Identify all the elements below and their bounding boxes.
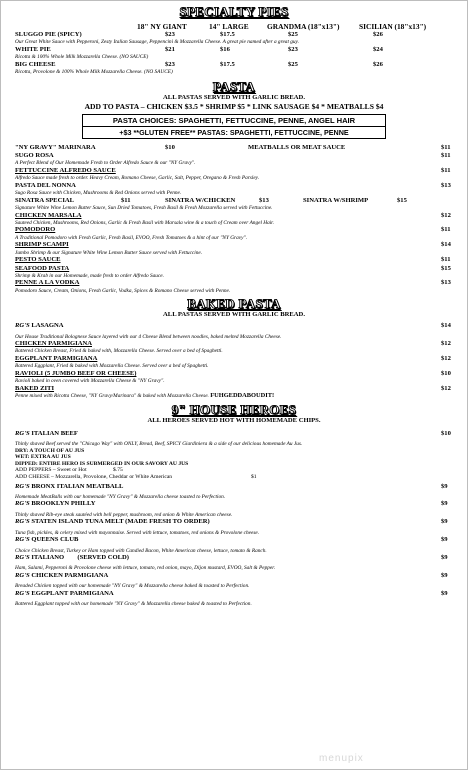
item-price: $11 <box>441 226 451 234</box>
rg-brand: RG'S <box>15 322 30 330</box>
item-name <box>15 536 78 544</box>
item-desc: Sauteed Chicken, Mushrooms, Red Onions, Garlic & Fresh Basil with Marsala wine & a touch of Cream over Angel Hair. <box>15 219 274 226</box>
pasta-pesto <box>1 256 467 264</box>
price-grandma: $25 <box>288 31 298 38</box>
price-sicilian: $26 <box>373 60 383 68</box>
item-name-text: STATEN ISLAND TUNA MELT (MADE FRESH TO ORDER) <box>31 518 210 526</box>
item-desc: Our House Traditional Bolognese Sauce layered with our 4 Cheese Blend between noodles, baked melted Mozzarella Cheese. <box>15 333 282 340</box>
pasta-fettuccine-alfredo <box>1 167 467 182</box>
item-name <box>15 554 129 562</box>
item-price: $12 <box>441 340 451 348</box>
baked-ravioli <box>1 370 467 385</box>
item-desc <box>1 393 467 400</box>
price-large: $17.5 <box>220 60 235 68</box>
item-name: CHICKEN MARSALA <box>15 211 82 219</box>
price-sicilian: $26 <box>373 31 383 38</box>
item-price: $12 <box>441 384 451 392</box>
item-price: $15 <box>441 264 451 272</box>
item-desc: Battered Eggplant, Fried & baked with Mozzarella Cheese. Served over a bed of Spaghetti. <box>15 363 209 370</box>
add-price: $1 <box>251 474 257 480</box>
pie-white <box>1 46 467 61</box>
sinatra-shrimp: SINATRA W/SHRIMP <box>303 196 369 204</box>
item-price: $9 <box>441 500 448 508</box>
meatballs-option: MEATBALLS OR MEAT SAUCE <box>248 143 346 151</box>
gluten-free-choices: +$3 **GLUTEN FREE** PASTAS: SPAGHETTI, FETTUCCINE, PENNE <box>83 126 385 138</box>
col-sicilian: SICILIAN (18"x13") <box>359 22 427 31</box>
pasta-choices: PASTA CHOICES: SPAGHETTI, FETTUCCINE, PENNE, ANGEL HAIR <box>112 115 356 125</box>
add-label: ADD PEPPERS – Sweet or Hot <box>15 467 87 474</box>
pasta-sugo-rosa <box>1 152 467 167</box>
item-price: $13 <box>441 181 451 189</box>
rg-brand: RG'S <box>15 500 30 508</box>
item-desc: Sugo Rosa Sauce with Chicken, Mushrooms & Red Onions served with Penne. <box>15 190 182 197</box>
item-desc: Battered Eggplant topped with our homemade "NY Gravy" & Mozzarella cheese baked & toasted to Perfection. <box>15 601 252 608</box>
pasta-add-ons: ADD TO PASTA – CHICKEN $3.5 * SHRIMP $5 * LINK SAUSAGE $4 * MEATBALLS $4 <box>84 101 384 111</box>
price-giant: $21 <box>165 45 175 53</box>
beef-add-cheese <box>1 474 467 481</box>
baked-eggplant-parm <box>1 355 467 370</box>
rg-brand: RG'S <box>15 482 30 490</box>
pasta-pomodoro <box>1 226 467 241</box>
item-name-text: LASAGNA <box>31 322 64 330</box>
pie-sluggo <box>1 31 467 46</box>
item-name: WHITE PIE <box>15 45 51 53</box>
price-grandma: $25 <box>288 60 298 68</box>
pasta-seafood <box>1 265 467 280</box>
item-desc: Shrimp & Krab in our Homemade, made fresh to order Alfredo Sauce. <box>15 272 164 279</box>
item-desc-emphasis: FUHGEDDABOUDIT! <box>210 392 275 400</box>
item-name <box>15 430 78 438</box>
item-desc: Thinly shaved Beef served the "Chicago Way" with ONLY, Bread, Beef, SPICY Giardiniera & a side of our delicious homemade Au Jus. <box>15 441 303 448</box>
pie-big-cheese <box>1 61 467 76</box>
item-name-text: QUEENS CLUB <box>31 536 79 544</box>
baked-ziti <box>1 385 467 400</box>
col-large: 14" LARGE <box>209 22 249 31</box>
item-desc: Breaded Chicken topped with our homemade "NY Gravy" & Mozzarella cheese baked & toasted to Perfection. <box>15 583 250 590</box>
item-desc: Homemade MeatBalls with our homemade "NY Gravy" & Mozzarella cheese toasted to Perfection. <box>15 493 226 500</box>
item-name: CHICKEN PARMIGIANA <box>15 340 92 348</box>
meatballs-price: $11 <box>441 143 451 151</box>
pasta-choices-box <box>82 114 386 139</box>
hero-bronx-meatball <box>1 483 467 501</box>
beef-note-dry: DRY: A TOUCH OF AU JUS <box>15 447 85 454</box>
item-price: $9 <box>441 554 448 562</box>
sinatra-special-price: $11 <box>121 196 131 204</box>
item-name: EGGPLANT PARMIGIANA <box>15 355 98 363</box>
item-name <box>15 500 96 508</box>
item-name-text: BROOKLYN PHILLY <box>31 500 96 508</box>
add-label: ADD CHEESE – Mozzarella, Provolone, Cheddar or White American <box>15 474 173 480</box>
item-price: $14 <box>441 322 451 330</box>
item-desc: Ricotta & 100% Whole Milk Mozzarella Cheese. (NO SAUCE) <box>15 54 149 61</box>
pasta-chicken-marsala <box>1 212 467 227</box>
item-name <box>15 322 64 330</box>
item-name: SLUGGO PIE (SPICY) <box>15 31 82 38</box>
item-price: $9 <box>441 518 448 526</box>
pasta-del-nonna <box>1 182 467 197</box>
item-name <box>15 518 210 526</box>
item-name: SUGO ROSA <box>15 151 54 159</box>
item-name: SHRIMP SCAMPI <box>15 241 69 249</box>
item-name: RAVIOLI (5 JUMBO BEEF OR CHEESE) <box>15 369 137 377</box>
pasta-sinatra <box>1 197 467 212</box>
hero-brooklyn-philly <box>1 500 467 518</box>
hero-queens-club <box>1 536 467 554</box>
beef-add-peppers <box>1 467 467 474</box>
hero-eggplant-parm <box>1 590 467 608</box>
baked-pasta-subtitle: ALL PASTAS SERVED WITH GARLIC BREAD. <box>163 311 305 319</box>
item-desc: Pomodoro Sauce, Cream, Onions, Fresh Garlic, Vodka, Spices & Romano Cheese served with Penne. <box>15 287 231 294</box>
specialty-pies-title: SPECIALTY PIES <box>179 4 289 19</box>
item-price: $10 <box>441 369 451 377</box>
beef-note-wet: WET: EXTRA AU JUS <box>15 454 71 461</box>
item-desc: Thinly shaved Rib-eye steak sautéed with bell pepper, mushroom, red onion & White American cheese. <box>15 511 233 518</box>
item-name: PESTO SAUCE <box>15 256 61 264</box>
item-desc: Our Great White Sauce with Pepperoni, Zesty Italian Sausage, Peppencini & Mozzarella Cheese. A great pie named after a great guy. <box>15 39 299 46</box>
item-desc: Battered Chicken Breast, Fried & baked with, Mozzarella Cheese. Served over a bed of Spaghetti. <box>15 348 223 355</box>
item-price: $12 <box>441 355 451 363</box>
item-desc: Choice Chicken Breast, Turkey or Ham topped with Candied Bacon, White American cheese, lettuce, tomato & Ranch. <box>15 547 267 554</box>
item-name: "NY GRAVY" MARINARA <box>15 143 96 151</box>
item-price: $9 <box>441 482 448 490</box>
heroes-subtitle: ALL HEROES SERVED HOT WITH HOMEMADE CHIPS. <box>147 416 321 424</box>
rg-brand: RG'S <box>15 518 30 526</box>
price-sicilian: $24 <box>373 45 383 53</box>
item-name <box>15 572 108 580</box>
item-desc: Ricotta, Provolone & 100% Whole Milk Mozzarella Cheese. (NO SAUCE) <box>15 69 173 76</box>
item-price: $9 <box>441 589 448 597</box>
item-name-text: ITALIANO (SERVED COLD) <box>31 554 129 562</box>
item-desc: A Traditional Pomodoro with Fresh Garlic, Fresh Basil, EVOO, Fresh Tomatoes & a hint of our "NY Gravy". <box>15 234 248 241</box>
item-desc: Ravioli baked in oven covered with Mozzarella Cheese & "NY Gravy". <box>15 378 165 385</box>
item-desc: Alfredo Sauce made fresh to order. Heavy Cream, Romano Cheese, Garlic, Salt, Pepper, Oregano & Fresh Parsley. <box>15 175 260 182</box>
price-grandma: $23 <box>288 45 298 53</box>
price-large: $16 <box>220 45 230 53</box>
ny-gravy-row <box>1 144 467 152</box>
item-name-text: ITALIAN BEEF <box>31 429 78 437</box>
item-desc: A Perfect Blend of Our Homemade Fresh to Order Alfredo Sauce & our "NY Gravy". <box>15 160 196 167</box>
pasta-penne-vodka <box>1 279 467 294</box>
sinatra-special: SINATRA SPECIAL <box>15 196 75 204</box>
item-desc: Ham, Salami, Pepperoni & Provolone cheese with lettuce, tomato, red onion, mayo, Dijon mustard, EVOO, Salt & Pepper. <box>15 565 276 572</box>
item-name: PENNE A LA VODKA <box>15 279 80 287</box>
baked-chicken-parm <box>1 340 467 355</box>
item-price: $11 <box>441 151 451 159</box>
sinatra-chicken-price: $13 <box>259 196 269 204</box>
baked-lasagna <box>1 322 467 340</box>
item-price: $9 <box>441 536 448 544</box>
hero-italiano <box>1 554 467 572</box>
item-name-text: CHICKEN PARMIGIANA <box>31 572 109 580</box>
price-giant: $23 <box>165 60 175 68</box>
col-ny-giant: 18" NY GIANT <box>137 22 187 31</box>
item-name: POMODORO <box>15 226 56 234</box>
item-name: BAKED ZITI <box>15 384 55 392</box>
hero-chicken-parm <box>1 572 467 590</box>
item-price: $11 <box>441 166 451 174</box>
beef-note-dipped: DIPPED: ENTIRE HERO IS SUBMERGED IN OUR SAVORY AU JUS <box>15 460 189 467</box>
item-price: $14 <box>441 241 451 249</box>
heroes-title: 9" HOUSE HEROES <box>171 401 297 417</box>
pie-size-columns <box>1 22 467 31</box>
rg-brand: RG'S <box>15 589 30 597</box>
price-large: $17.5 <box>220 31 235 38</box>
item-price: $10 <box>165 143 175 151</box>
item-price: $10 <box>441 429 451 437</box>
item-name: SEAFOOD PASTA <box>15 264 70 272</box>
hero-tuna-melt <box>1 518 467 536</box>
item-price: $9 <box>441 572 448 580</box>
item-price: $11 <box>441 256 451 264</box>
price-giant: $23 <box>165 31 175 38</box>
pasta-subtitle: ALL PASTAS SERVED WITH GARLIC BREAD. <box>163 93 305 101</box>
sinatra-chicken: SINATRA W/CHICKEN <box>165 196 236 204</box>
item-desc: Jumbo Shrimp & our Signature White Wine Lemon Butter Sauce served with Fettuccine. <box>15 249 203 256</box>
item-desc-text: Penne mixed with Ricotta Cheese, "NY Gravy/Marinara" & baked with Mozzarella Cheese. <box>15 393 209 400</box>
pasta-title: PASTA <box>212 78 256 94</box>
rg-brand: RG'S <box>15 429 30 437</box>
pasta-shrimp-scampi <box>1 241 467 256</box>
item-desc: Tuna fish, pickles, & celery mixed with mayonnaise. Served with lettuce, tomatoes, red onions & Provolone cheese. <box>15 529 260 536</box>
sinatra-shrimp-price: $15 <box>397 196 407 204</box>
item-name <box>15 590 114 598</box>
item-name: BIG CHEESE <box>15 60 56 68</box>
item-name: PASTA DEL NONNA <box>15 181 76 189</box>
add-price: $.75 <box>113 467 123 474</box>
rg-brand: RG'S <box>15 572 30 580</box>
rg-brand: RG'S <box>15 536 30 544</box>
item-name-text: BRONX ITALIAN MEATBALL <box>31 482 124 490</box>
item-name-text: EGGPLANT PARMIGIANA <box>31 589 114 597</box>
menupix-watermark: menupix <box>319 753 364 764</box>
hero-italian-beef <box>1 430 467 481</box>
baked-pasta-title: BAKED PASTA <box>187 296 281 312</box>
item-price: $13 <box>441 279 451 287</box>
col-grandma: GRANDMA (18"x13") <box>267 22 340 31</box>
item-name: FETTUCCINE ALFREDO SAUCE <box>15 166 116 174</box>
item-desc: Signature White Wine Lemon Butter Sauce, Sun Dried Tomatoes, Fresh Basil & Fresh Mozzarella served with Fettuccine. <box>15 204 273 211</box>
item-name <box>15 483 123 491</box>
item-price: $12 <box>441 211 451 219</box>
rg-brand: RG'S <box>15 554 30 562</box>
